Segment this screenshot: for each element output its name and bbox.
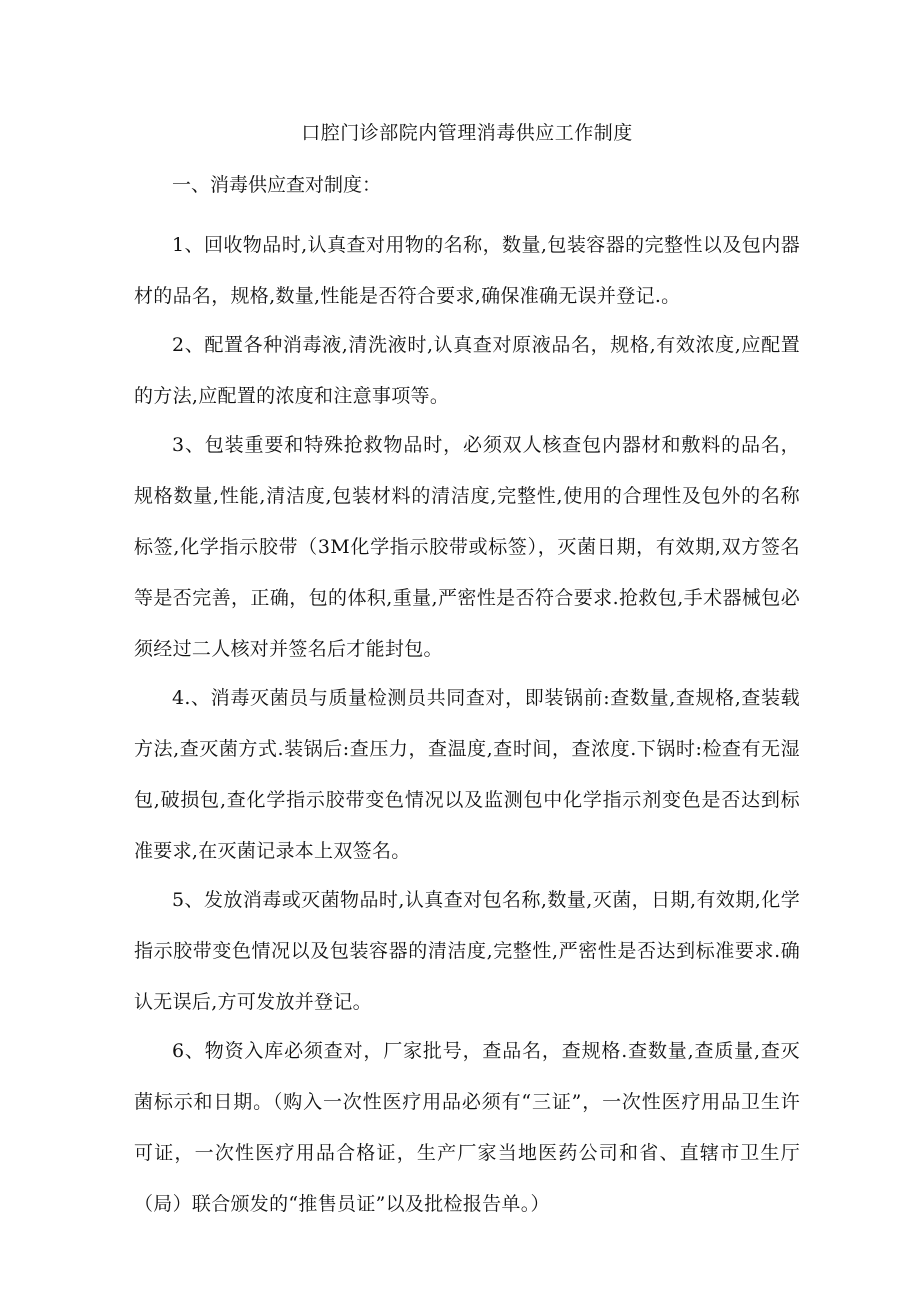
paragraph-4: 4.、消毒灭菌员与质量检测员共同查对，即装锅前:查数量,查规格,查装载方法,查灭菌方式.装锅后:查压力，查温度,查时间，查浓度.下锅时:检查有无湿包,破损包,查化学指示胶带变色情况以及监测包中化学指示剂变色是否达到标准要求,在灭菌记录本上双签名。 [134,687,800,862]
paragraph-5: 5、发放消毒或灭菌物品时,认真查对包名称,数量,灭菌，日期,有效期,化学指示胶带变色情况以及包装容器的清洁度,完整性,严密性是否达到标准要求.确认无误后,方可发放并登记。 [134,889,800,1013]
paragraph-6: 6、物资入库必须查对，厂家批号，查品名，查规格.查数量,查质量,查灭菌标示和日期。（购入一次性医疗用品必须有“三证”，一次性医疗用品卫生许可证，一次性医疗用品合格证，生产厂家当地医药公司和省、直辖市卫生厅（局）联合颁发的“推售员证”以及批检报告单。） [134,1040,800,1215]
paragraph-2: 2、配置各种消毒液,清洗液时,认真查对原液品名，规格,有效浓度,应配置的方法,应配置的浓度和注意事项等。 [134,334,800,407]
section-heading: 一、消毒供应查对制度： [172,174,382,196]
document-page [134,118,800,1228]
paragraph-1: 1、回收物品时,认真查对用物的名称，数量,包装容器的完整性以及包内器材的品名，规格,数量,性能是否符合要求,确保准确无误并登记.。 [134,234,800,307]
document-title: 口腔门诊部院内管理消毒供应工作制度 [301,122,633,144]
paragraph-3: 3、包装重要和特殊抢救物品时，必须双人核查包内器材和敷料的品名，规格数量,性能,清洁度,包装材料的清洁度,完整性,使用的合理性及包外的名称标签,化学指示胶带（3M化学指示胶带或标签），灭菌日期，有效期,双方签名等是否完善，正确，包的体积,重量,严密性是否符合要求.抢救包,手术器械包必须经过二人核对并签名后才能封包。 [134,434,800,660]
